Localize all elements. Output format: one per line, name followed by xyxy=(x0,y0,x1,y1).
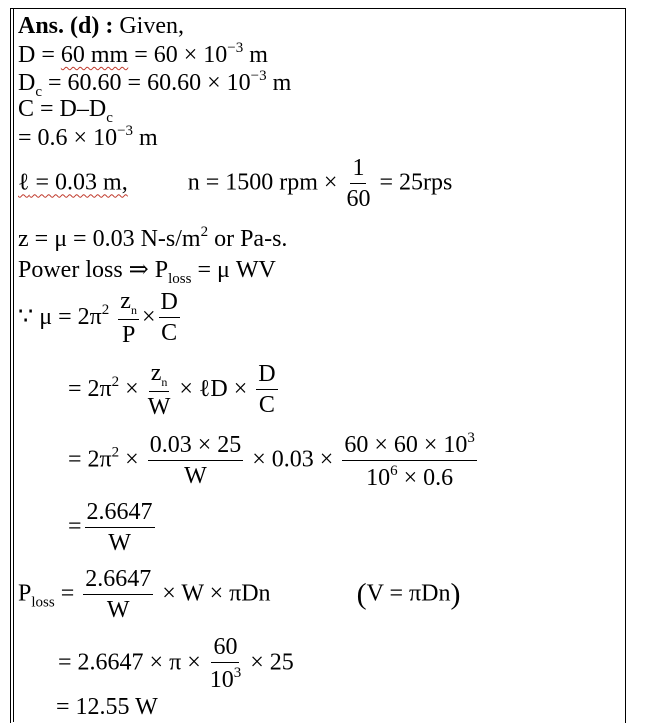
d-over-c: $\frac{D}{C}$ xyxy=(160,289,178,347)
given-c: $C = D-D_c$ xyxy=(18,96,113,126)
given-l-n: ℓ = 0.03 m, n = 1500 rpm × $\frac{1}{60}$ = 25rps xyxy=(18,155,453,213)
answer-header xyxy=(18,14,184,38)
answer-box-rule xyxy=(13,8,14,722)
sixty-over-thousand: $\frac{60}{10^3}$ xyxy=(209,634,242,694)
given-dc: $D_c = 60.60 = 60.60 \times 10^{-3}$ m xyxy=(18,68,292,100)
mu-formula: ∵ $\mu = 2\pi^2$ $\frac{z_n}{P}$ × $\frac{D}{C}$ xyxy=(18,288,178,348)
l-symbol: ℓ xyxy=(18,169,30,196)
velocity-note: V = πDn xyxy=(366,580,451,607)
d-over-c-2: $\frac{D}{C}$ xyxy=(258,361,276,419)
answer-label: Ans. (d) : xyxy=(18,13,114,39)
mu-result-fraction: $\frac{2.6647}{W}$ xyxy=(86,499,153,557)
zn-over-w: $\frac{z_n}{W}$ xyxy=(147,360,171,420)
mu-step-4: = $\frac{2.6647}{W}$ xyxy=(68,499,153,557)
mu-step-3: = $2\pi^2$ × $\frac{0.03 \times 25}{W}$ × 0.03 × $\frac{60 \times 60 \times 10^3}{10^6 \times 0.6}$ xyxy=(68,430,475,492)
given-z: z = μ = 0.03 $N-s/m^2$ or Pa-s. xyxy=(18,224,288,252)
given-label: Given, xyxy=(119,13,184,39)
ploss-step-2: = 2.6647 × π × $\frac{60}{10^3}$ × 25 xyxy=(58,634,294,694)
n-fraction: $\frac{1}{60}$ xyxy=(346,155,371,213)
d-value: 60 mm xyxy=(60,42,129,68)
final-result: = 12.55 W xyxy=(56,694,158,720)
mu-step-2: = $2\pi^2$ × $\frac{z_n}{W}$ × ℓD × $\frac{D}{C}$ xyxy=(68,360,276,420)
ploss-formula: $P_{loss}$ = $\frac{2.6647}{W}$ × W × πDn (V = πDn) xyxy=(18,566,461,624)
power-loss-line: Power loss ⇒ $P_{loss} = \mu$ WV xyxy=(18,257,276,287)
zn-over-p: $\frac{z_n}{P}$ xyxy=(120,288,137,348)
given-d: D = 60 mm = $60 \times 10^{-3}$ m xyxy=(18,40,268,68)
l-value: = 0.03 m, xyxy=(29,169,128,196)
ploss-fraction: $\frac{2.6647}{W}$ xyxy=(85,566,152,624)
numeric-fraction-1: $\frac{0.03 \times 25}{W}$ xyxy=(149,432,242,490)
numeric-fraction-2: $\frac{60 \times 60 \times 10^3}{10^6 \times 0.6}$ xyxy=(344,430,475,492)
given-c-value: = $0.6 \times 10^{-3}$ m xyxy=(18,123,158,151)
